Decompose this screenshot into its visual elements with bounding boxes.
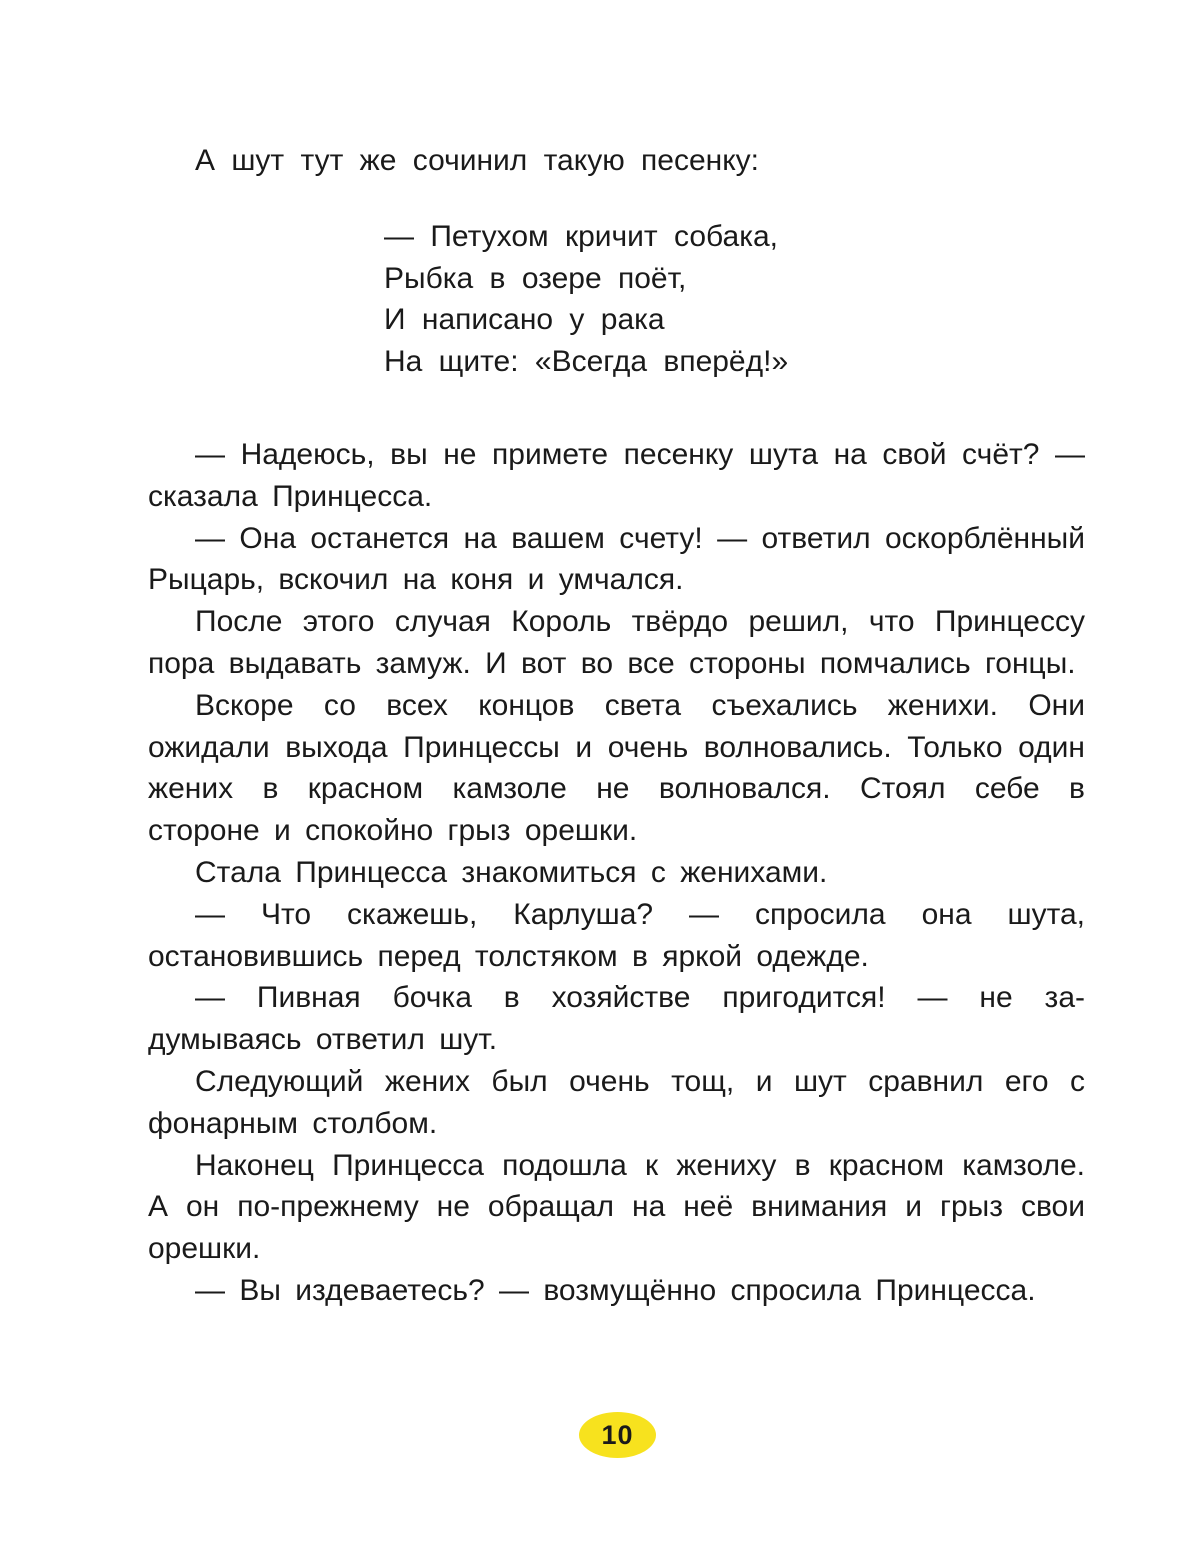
paragraph: — Она останется на вашем счету! — ответил оскорблённый Рыцарь, вскочил на коня и умчался. [148, 521, 1085, 597]
paragraph: — Надеюсь, вы не примете песенку шута на свой счёт? — сказала Принцесса. [148, 438, 1085, 513]
page-number: 10 [601, 1419, 634, 1450]
story-text [148, 434, 1085, 1312]
poem-line: На щите: «Всегда вперёд!» [384, 344, 789, 378]
paragraph: — Что скажешь, Карлуша? — спросила она шута, остановившись перед толстяком в яркой одежде. [148, 897, 1085, 973]
paragraph: Наконец Принцесса подошла к жениху в красном камзоле. А он по-прежнему не обращал на неё внимания и грыз свои орешки. [148, 1148, 1085, 1266]
poem-line: — Петухом кричит собака, [384, 220, 779, 253]
intro-line: А шут тут же сочинил такую песенку: [195, 144, 760, 177]
paragraph: — Вы издеваетесь? — возмущённо спросила Принцесса. [195, 1273, 1036, 1307]
paragraph: Вскоре со всех концов света съехались женихи. Они ожидали выхода Принцессы и очень волновались. Только один жених в красном камзоле не волновался. Стоял себе в стороне и спокойно грыз орешки. [148, 688, 1085, 848]
page-number-badge [579, 1412, 656, 1458]
paragraph: — Пивная бочка в хозяйстве пригодится! — не задумываясь ответил шут. [148, 981, 1085, 1057]
paragraph: После этого случая Король твёрдо решил, что Принцессу пора выдавать замуж. И вот во все стороны помчались гонцы. [148, 605, 1085, 680]
poem-line: И написано у рака [384, 303, 665, 336]
paragraph: Стала Принцесса знакомиться с женихами. [195, 855, 828, 889]
poem-line: Рыбка в озере поёт, [384, 261, 687, 295]
poem-stanza [384, 216, 788, 382]
paragraph: Следующий жених был очень тощ, и шут сравнил его с фонарным столбом. [148, 1064, 1085, 1140]
